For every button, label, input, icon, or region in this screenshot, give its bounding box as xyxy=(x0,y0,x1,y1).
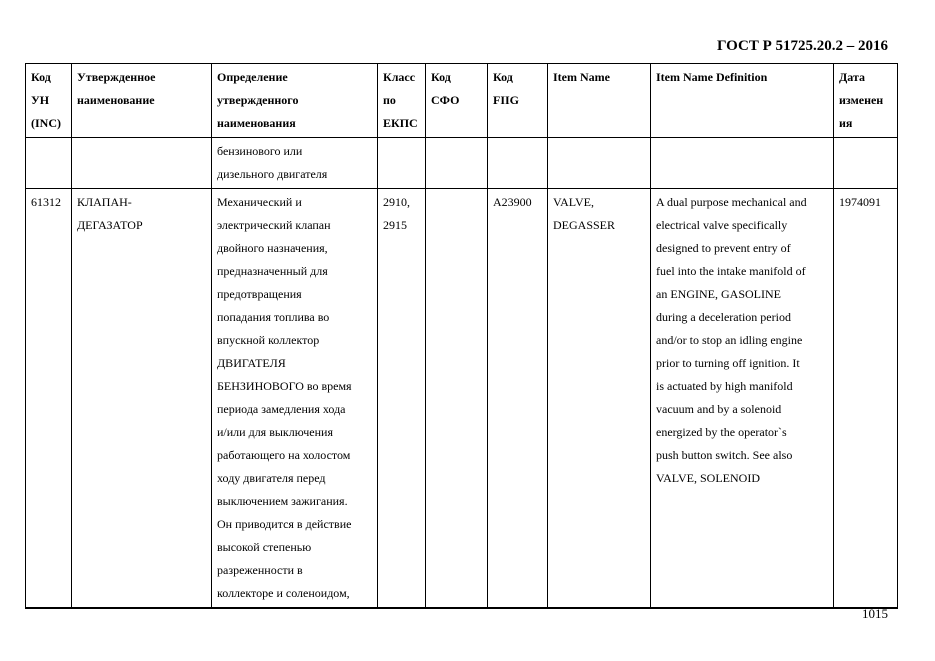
item-name-cell xyxy=(548,189,651,609)
continuation-row xyxy=(26,138,898,189)
cell-line: и/или для выключения xyxy=(217,425,333,439)
cell-line: работающего на холостом xyxy=(217,448,351,462)
cell-line: БЕНЗИНОВОГО во время xyxy=(217,379,352,393)
col-class-header xyxy=(378,64,426,138)
cell-line: Механический и xyxy=(217,195,302,209)
cell-line: предназначенный для xyxy=(217,264,328,278)
cell-line: коллекторе и соленоидом, xyxy=(217,586,350,600)
table-header-row xyxy=(26,64,898,138)
cell-line: and/or to stop an idling engine xyxy=(656,333,803,347)
cell-line: дизельного двигателя xyxy=(217,167,328,181)
cont-class-cell xyxy=(378,138,426,189)
cont-date-cell xyxy=(834,138,898,189)
header-line: СФО xyxy=(431,93,460,107)
cell-line: периода замедления хода xyxy=(217,402,346,416)
cell-line: попадания топлива во xyxy=(217,310,330,324)
inc-cell: 61312 xyxy=(26,189,72,609)
col-fiig-header xyxy=(488,64,548,138)
cell-line: электрический клапан xyxy=(217,218,331,232)
header-line: изменен xyxy=(839,93,884,107)
cell-line: an ENGINE, GASOLINE xyxy=(656,287,781,301)
cell-line: prior to turning off ignition. It xyxy=(656,356,800,370)
cell-line: бензинового или xyxy=(217,144,303,158)
cell-line: VALVE, SOLENOID xyxy=(656,471,761,485)
header-line: наименование xyxy=(77,93,155,107)
cell-line: 2910, xyxy=(383,195,410,209)
cont-inc-cell xyxy=(26,138,72,189)
document-code: ГОСТ Р 51725.20.2 – 2016 xyxy=(716,38,888,54)
col-name-header xyxy=(72,64,212,138)
date-cell: 1974091 xyxy=(834,189,898,609)
col-item-definition-header xyxy=(651,64,834,138)
cell-line: fuel into the intake manifold of xyxy=(656,264,806,278)
header-line: по xyxy=(383,93,396,107)
header-line: Дата xyxy=(839,70,865,84)
header-line: Item Name Definition xyxy=(656,70,768,84)
header-line: Item Name xyxy=(553,70,610,84)
cell-line: designed to prevent entry of xyxy=(656,241,791,255)
header-line: утвержденного xyxy=(217,93,299,107)
col-item-name-header xyxy=(548,64,651,138)
header-line: Код xyxy=(31,70,51,84)
cell-line: is actuated by high manifold xyxy=(656,379,793,393)
fiig-cell: A23900 xyxy=(488,189,548,609)
catalog-table xyxy=(25,63,898,609)
cell-line: предотвращения xyxy=(217,287,302,301)
header-line: ия xyxy=(839,116,853,130)
col-sfo-header xyxy=(426,64,488,138)
col-definition-header xyxy=(212,64,378,138)
header-line: Определение xyxy=(217,70,288,84)
cell-line: during a deceleration period xyxy=(656,310,791,324)
cell-line: VALVE, xyxy=(553,195,595,209)
header-line: Код xyxy=(431,70,451,84)
cell-line: energized by the operator`s xyxy=(656,425,787,439)
header-line: УН xyxy=(31,93,50,107)
item-definition-cell xyxy=(651,189,834,609)
cell-line: высокой степенью xyxy=(217,540,312,554)
cell-line: A dual purpose mechanical and xyxy=(656,195,807,209)
cell-line: ДЕГАЗАТОР xyxy=(77,218,143,232)
sfo-cell xyxy=(426,189,488,609)
cell-line: vacuum and by a solenoid xyxy=(656,402,782,416)
cont-definition-cell xyxy=(212,138,378,189)
header-line: FIIG xyxy=(493,93,520,107)
header-line: Класс xyxy=(383,70,416,84)
cell-line: Он приводится в действие xyxy=(217,517,352,531)
cell-line: ДВИГАТЕЛЯ xyxy=(217,356,286,370)
cell-line: разреженности в xyxy=(217,563,303,577)
cell-line: выключением зажигания. xyxy=(217,494,348,508)
cell-line: push button switch. See also xyxy=(656,448,793,462)
col-date-header xyxy=(834,64,898,138)
cell-line: DEGASSER xyxy=(553,218,616,232)
name-ru-cell xyxy=(72,189,212,609)
cont-item-definition-cell xyxy=(651,138,834,189)
cell-line: electrical valve specifically xyxy=(656,218,788,232)
cont-sfo-cell xyxy=(426,138,488,189)
cell-line: 2915 xyxy=(383,218,407,232)
header-line: Утвержденное xyxy=(77,70,156,84)
cont-item-name-cell xyxy=(548,138,651,189)
cell-line: ходу двигателя перед xyxy=(217,471,326,485)
header-line: наименования xyxy=(217,116,296,130)
cont-name-cell xyxy=(72,138,212,189)
cell-line: КЛАПАН- xyxy=(77,195,132,209)
definition-ru-cell xyxy=(212,189,378,609)
page-number: 1015 xyxy=(862,606,888,621)
cont-fiig-cell xyxy=(488,138,548,189)
header-line: ЕКПС xyxy=(383,116,418,130)
col-inc-header xyxy=(26,64,72,138)
header-line: (INC) xyxy=(31,116,61,130)
header-line: Код xyxy=(493,70,513,84)
class-cell xyxy=(378,189,426,609)
table-row xyxy=(26,189,898,609)
cell-line: впускной коллектор xyxy=(217,333,320,347)
cell-line: двойного назначения, xyxy=(217,241,328,255)
